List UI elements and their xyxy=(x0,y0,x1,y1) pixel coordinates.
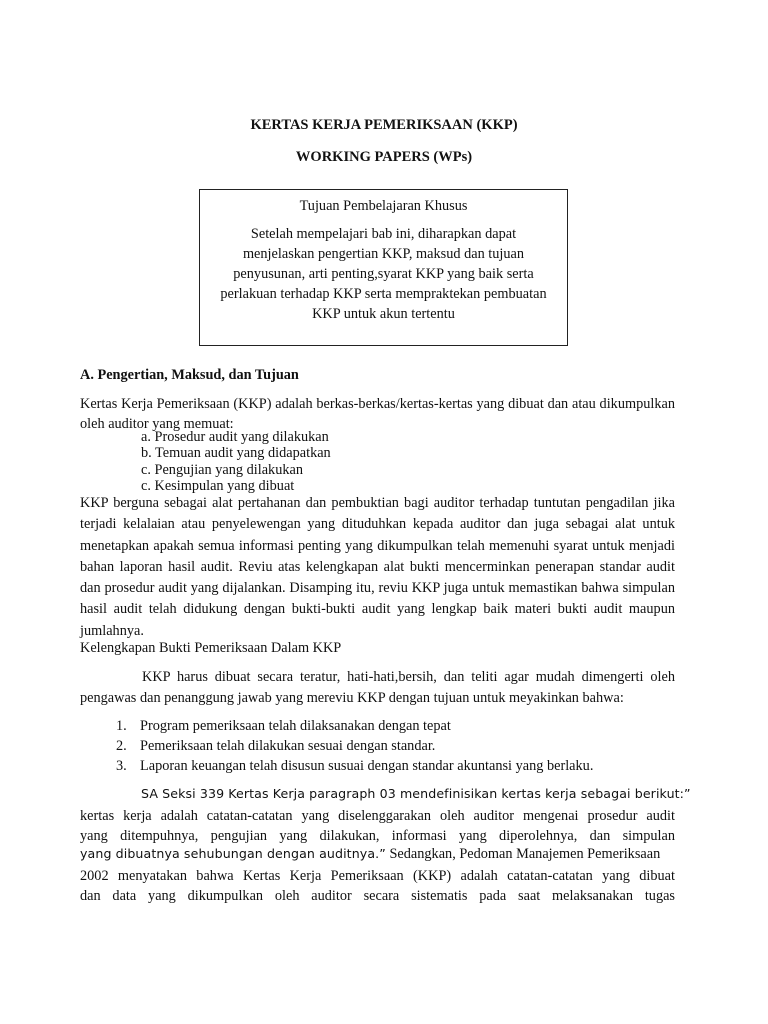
item-text: Pemeriksaan telah dilakukan sesuai dengan standar. xyxy=(140,738,436,754)
quote-line: SA Seksi 339 Kertas Kerja paragraph 03 mendefinisikan kertas kerja sebagai berikut:” xyxy=(141,786,691,801)
section-b-heading: Kelengkapan Bukti Pemeriksaan Dalam KKP xyxy=(80,640,342,656)
quote-line: yang ditempuhnya, pengujian yang dilakukan, informasi yang diperolehnya, dan simpulan xyxy=(80,828,675,844)
learning-objectives-box xyxy=(199,189,568,346)
section-b-intro: KKP harus dibuat secara teratur, hati-hati,bersih, dan teliti agar mudah dimengerti oleh pengawas dan penanggung jawab yang mereviu KKP dengan tujuan untuk meyakinkan bahwa: xyxy=(80,669,675,706)
list-item: c. Kesimpulan yang dibuat xyxy=(141,478,295,494)
paragraph-line: 2002 menyatakan bahwa Kertas Kerja Pemeriksaan (KKP) adalah catatan-catatan yang dibuat xyxy=(80,868,675,884)
quote-line xyxy=(80,846,675,863)
box-heading: Tujuan Pembelajaran Khusus xyxy=(299,198,468,214)
list-item: b. Temuan audit yang didapatkan xyxy=(141,445,331,461)
item-text: Program pemeriksaan telah dilaksanakan dengan tepat xyxy=(140,718,451,734)
document-subtitle: WORKING PAPERS (WPs) xyxy=(295,149,473,165)
section-a-heading: A. Pengertian, Maksud, dan Tujuan xyxy=(80,367,299,383)
quote-line: kertas kerja adalah catatan-catatan yang diselenggarakan oleh auditor mengenai prosedur audit xyxy=(80,808,675,824)
document-title: KERTAS KERJA PEMERIKSAAN (KKP) xyxy=(250,117,518,133)
quote-end: yang dibuatnya sehubungan dengan auditnya.” xyxy=(80,846,386,861)
box-body: Setelah mempelajari bab ini, diharapkan dapat menjelaskan pengertian KKP, maksud dan tujuan penyusunan, arti penting,syarat KKP yang baik serta perlakuan terhadap KKP serta mempraktekan pembuatan KKP untuk akun tertentu xyxy=(220,226,547,322)
list-item: c. Pengujian yang dilakukan xyxy=(141,462,303,478)
item-number: 3. xyxy=(116,758,127,774)
item-number: 1. xyxy=(116,718,127,734)
paragraph-line: dan data yang dikumpulkan oleh auditor secara sistematis pada saat melaksanakan tugas xyxy=(80,888,675,904)
text-continuation: Sedangkan, Pedoman Manajemen Pemeriksaan xyxy=(385,846,661,862)
item-number: 2. xyxy=(116,738,127,754)
list-item: a. Prosedur audit yang dilakukan xyxy=(141,429,329,445)
item-text: Laporan keuangan telah disusun susuai dengan standar akuntansi yang berlaku. xyxy=(140,758,594,774)
section-a-intro: Kertas Kerja Pemeriksaan (KKP) adalah berkas-berkas/kertas-kertas yang dibuat dan atau dikumpulkan oleh auditor yang memuat: xyxy=(80,396,675,432)
section-a-paragraph: KKP berguna sebagai alat pertahanan dan pembuktian bagi auditor terhadap tuntutan pengadilan jika terjadi kelalaian atau penyelewengan yang dituduhkan kepada auditor dan juga sebagai alat untuk menetapkan apakah semua informasi penting yang dikumpulkan telah memenuhi syarat untuk menjadi bahan laporan hasil audit. Reviu atas kelengkapan alat bukti mencerminkan penerapan standar audit dan prosedur audit yang dijalankan. Disamping itu, reviu KKP juga untuk memastikan bahwa simpulan hasil audit telah didukung dengan bukti-bukti audit yang lengkap baik materi bukti audit maupun jumlahnya. xyxy=(80,495,675,639)
